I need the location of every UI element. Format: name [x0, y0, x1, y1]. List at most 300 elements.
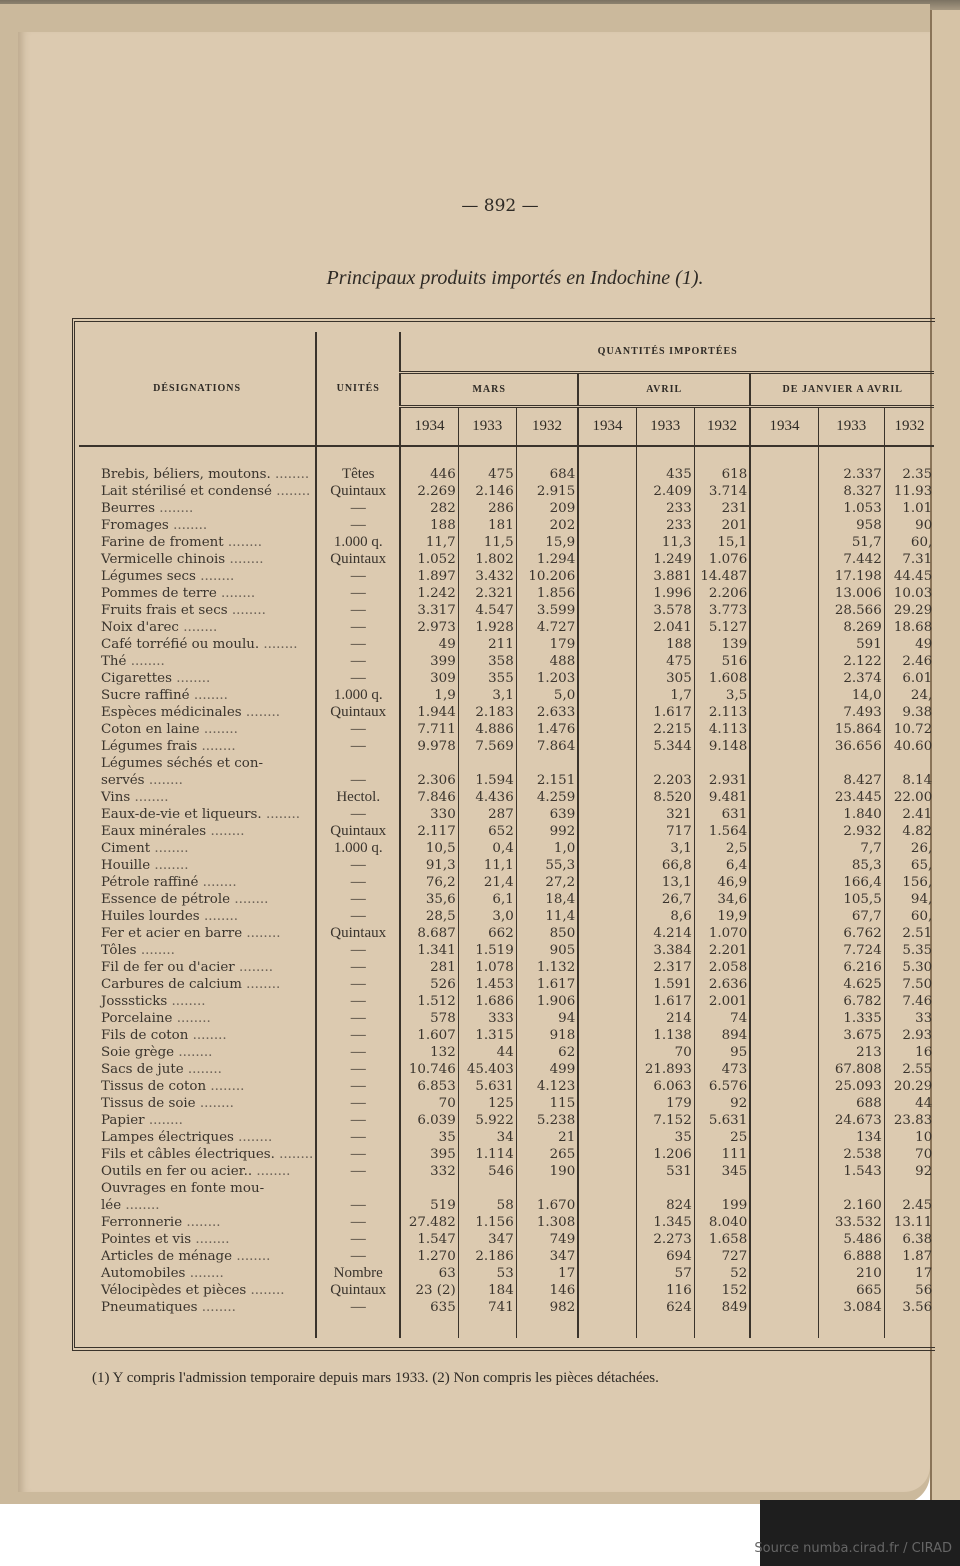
row-unit: — — [316, 602, 400, 619]
row-value-avril — [578, 840, 636, 857]
row-value-janv_avril — [750, 551, 818, 568]
row-value-avril: 727 — [694, 1248, 750, 1265]
row-value-mars: 635 — [400, 1299, 458, 1316]
row-value-mars: 5,0 — [516, 687, 578, 704]
row-designation: Lampes électriques ........ — [101, 1130, 273, 1145]
row-value-avril: 2.041 — [636, 619, 694, 636]
row-designation: Lait stérilisé et condensé ........ — [101, 484, 311, 499]
row-value-mars: 1.341 — [400, 942, 458, 959]
row-value-mars: 1.270 — [400, 1248, 458, 1265]
row-unit: — — [316, 1299, 400, 1316]
row-unit: — — [316, 1129, 400, 1146]
row-value-janv_avril: 14,0 — [818, 687, 884, 704]
header-units: UNITÉS — [316, 332, 400, 446]
row-value-avril — [578, 874, 636, 891]
row-value-avril — [578, 1044, 636, 1061]
row-value-janv_avril — [750, 1197, 818, 1214]
row-designation: Brebis, béliers, moutons. ........ — [101, 467, 310, 482]
row-value-janv_avril: 6.782 — [818, 993, 884, 1010]
row-value-avril — [694, 1180, 750, 1197]
row-value-janv_avril — [750, 483, 818, 500]
row-value-janv_avril: 2.51 — [884, 925, 934, 942]
header-year: 1934 — [400, 406, 458, 446]
row-value-avril: 516 — [694, 653, 750, 670]
row-value-mars: 7.569 — [458, 738, 516, 755]
table-row — [79, 1044, 934, 1061]
row-unit: Quintaux — [316, 925, 400, 942]
table-row — [79, 772, 934, 789]
row-value-avril — [578, 1095, 636, 1112]
row-value-mars: 3.317 — [400, 602, 458, 619]
row-value-janv_avril: 26, — [884, 840, 934, 857]
row-value-mars: 0,4 — [458, 840, 516, 857]
row-value-avril — [578, 925, 636, 942]
row-value-mars: 53 — [458, 1265, 516, 1282]
row-value-janv_avril: 2.160 — [818, 1197, 884, 1214]
row-value-avril — [578, 1282, 636, 1299]
row-value-avril: 3.384 — [636, 942, 694, 959]
row-value-mars: 2.117 — [400, 823, 458, 840]
row-value-avril: 1.345 — [636, 1214, 694, 1231]
row-value-avril — [578, 1146, 636, 1163]
row-value-avril: 233 — [636, 500, 694, 517]
row-unit: — — [316, 857, 400, 874]
row-value-janv_avril — [750, 823, 818, 840]
row-value-janv_avril — [750, 976, 818, 993]
row-designation: Cigarettes ........ — [101, 671, 211, 686]
row-value-janv_avril: 688 — [818, 1095, 884, 1112]
row-value-janv_avril: 7.31 — [884, 551, 934, 568]
row-value-janv_avril — [750, 1163, 818, 1180]
row-value-janv_avril — [750, 636, 818, 653]
row-value-mars: 2.306 — [400, 772, 458, 789]
row-value-avril: 694 — [636, 1248, 694, 1265]
table-row — [79, 534, 934, 551]
table-row — [79, 925, 934, 942]
row-value-mars: 7.711 — [400, 721, 458, 738]
row-value-avril: 14.487 — [694, 568, 750, 585]
table-row — [79, 517, 934, 534]
row-value-avril: 531 — [636, 1163, 694, 1180]
row-value-mars: 10.746 — [400, 1061, 458, 1078]
row-unit: — — [316, 942, 400, 959]
row-value-avril: 894 — [694, 1027, 750, 1044]
row-value-janv_avril — [750, 1061, 818, 1078]
row-value-avril: 9.148 — [694, 738, 750, 755]
row-value-mars: 10,5 — [400, 840, 458, 857]
row-value-janv_avril: 8.14 — [884, 772, 934, 789]
row-value-mars: 132 — [400, 1044, 458, 1061]
row-value-mars: 7.846 — [400, 789, 458, 806]
row-value-janv_avril: 213 — [818, 1044, 884, 1061]
row-value-janv_avril: 5.30 — [884, 959, 934, 976]
row-unit: — — [316, 1078, 400, 1095]
row-designation: Légumes frais ........ — [101, 739, 236, 754]
row-value-avril: 66,8 — [636, 857, 694, 874]
row-designation: Soie grège ........ — [101, 1045, 213, 1060]
row-designation: Carbures de calcium ........ — [101, 977, 281, 992]
row-value-mars: 4.547 — [458, 602, 516, 619]
row-value-janv_avril: 2.41 — [884, 806, 934, 823]
row-value-mars: 1.944 — [400, 704, 458, 721]
row-value-avril: 15,1 — [694, 534, 750, 551]
row-value-janv_avril: 56 — [884, 1282, 934, 1299]
row-value-mars: 1.132 — [516, 959, 578, 976]
row-value-mars: 15,9 — [516, 534, 578, 551]
row-value-janv_avril: 10 — [884, 1129, 934, 1146]
row-value-avril — [578, 670, 636, 687]
row-unit: — — [316, 976, 400, 993]
row-value-avril — [578, 568, 636, 585]
row-value-mars: 23 (2) — [400, 1282, 458, 1299]
row-value-janv_avril: 2.55 — [884, 1061, 934, 1078]
row-value-mars: 282 — [400, 500, 458, 517]
row-unit: Quintaux — [316, 551, 400, 568]
background-shadow — [760, 1500, 960, 1566]
row-value-avril — [578, 1197, 636, 1214]
table-row — [79, 1231, 934, 1248]
row-value-mars: 639 — [516, 806, 578, 823]
table-row — [79, 551, 934, 568]
row-value-avril: 2.206 — [694, 585, 750, 602]
imports-table-frame — [72, 318, 935, 1351]
row-designation: Automobiles ........ — [101, 1266, 224, 1281]
row-unit: — — [316, 517, 400, 534]
row-designation: Fils et câbles électriques. ........ — [101, 1147, 314, 1162]
row-designation: Papier ........ — [101, 1113, 183, 1128]
row-value-mars: 9.978 — [400, 738, 458, 755]
row-designation: Huiles lourdes ........ — [101, 909, 238, 924]
table-row — [79, 806, 934, 823]
row-value-mars: 190 — [516, 1163, 578, 1180]
row-value-avril: 3,1 — [636, 840, 694, 857]
row-value-janv_avril: 15.864 — [818, 721, 884, 738]
row-value-mars: 3.599 — [516, 602, 578, 619]
row-designation: Pneumatiques ........ — [101, 1300, 236, 1315]
row-value-mars: 11,7 — [400, 534, 458, 551]
table-row — [79, 568, 934, 585]
table-row — [79, 942, 934, 959]
row-unit: Hectol. — [316, 789, 400, 806]
table-row — [79, 1078, 934, 1095]
table-row — [79, 500, 934, 517]
row-value-janv_avril: 2.45 — [884, 1197, 934, 1214]
row-value-janv_avril: 591 — [818, 636, 884, 653]
table-row — [79, 602, 934, 619]
header-year: 1933 — [818, 406, 884, 446]
row-value-avril — [578, 517, 636, 534]
row-designation: Tissus de coton ........ — [101, 1079, 245, 1094]
row-value-avril: 21.893 — [636, 1061, 694, 1078]
row-value-avril: 3.773 — [694, 602, 750, 619]
row-value-mars: 358 — [458, 653, 516, 670]
row-value-avril: 74 — [694, 1010, 750, 1027]
row-value-janv_avril — [750, 959, 818, 976]
table-row — [79, 1248, 934, 1265]
row-value-janv_avril: 1.543 — [818, 1163, 884, 1180]
row-value-janv_avril: 17.198 — [818, 568, 884, 585]
row-value-mars: 330 — [400, 806, 458, 823]
row-unit: — — [316, 1044, 400, 1061]
table-row — [79, 483, 934, 500]
row-designation: Eaux-de-vie et liqueurs. ........ — [101, 807, 301, 822]
row-value-avril: 2.058 — [694, 959, 750, 976]
row-value-mars: 1.294 — [516, 551, 578, 568]
row-value-mars: 652 — [458, 823, 516, 840]
row-unit: Quintaux — [316, 823, 400, 840]
row-value-janv_avril: 13.006 — [818, 585, 884, 602]
row-value-avril — [578, 1078, 636, 1095]
row-value-avril: 2,5 — [694, 840, 750, 857]
row-value-mars: 850 — [516, 925, 578, 942]
row-designation: Vins ........ — [101, 790, 169, 805]
row-designation: Pétrole raffiné ........ — [101, 875, 237, 890]
row-value-avril: 11,3 — [636, 534, 694, 551]
row-value-janv_avril: 105,5 — [818, 891, 884, 908]
row-value-avril — [578, 653, 636, 670]
row-value-janv_avril: 8.327 — [818, 483, 884, 500]
row-unit: — — [316, 1248, 400, 1265]
row-value-avril: 111 — [694, 1146, 750, 1163]
row-value-janv_avril: 4.82 — [884, 823, 934, 840]
row-value-janv_avril — [750, 619, 818, 636]
row-value-avril: 849 — [694, 1299, 750, 1316]
row-value-janv_avril: 10.03 — [884, 585, 934, 602]
row-value-janv_avril — [884, 1180, 934, 1197]
row-value-avril: 1.070 — [694, 925, 750, 942]
row-value-avril: 624 — [636, 1299, 694, 1316]
row-value-mars: 488 — [516, 653, 578, 670]
row-designation: Fruits frais et secs ........ — [101, 603, 266, 618]
row-value-avril — [578, 1010, 636, 1027]
row-designation: lée ........ — [101, 1198, 160, 1213]
header-year: 1934 — [578, 406, 636, 446]
row-value-janv_avril — [750, 840, 818, 857]
row-unit: — — [316, 500, 400, 517]
table-row — [79, 823, 934, 840]
row-unit: — — [316, 653, 400, 670]
row-value-mars: 3,0 — [458, 908, 516, 925]
row-value-janv_avril — [750, 1265, 818, 1282]
row-value-avril: 34,6 — [694, 891, 750, 908]
row-value-avril — [578, 619, 636, 636]
row-value-mars: 281 — [400, 959, 458, 976]
row-value-mars: 5.631 — [458, 1078, 516, 1095]
row-value-janv_avril: 1.053 — [818, 500, 884, 517]
row-value-avril — [578, 1231, 636, 1248]
row-value-janv_avril — [750, 755, 818, 772]
row-value-mars: 446 — [400, 466, 458, 483]
row-unit: — — [316, 1010, 400, 1027]
row-value-avril — [578, 1163, 636, 1180]
row-value-mars: 49 — [400, 636, 458, 653]
row-value-janv_avril: 7,7 — [818, 840, 884, 857]
row-value-janv_avril — [750, 1282, 818, 1299]
row-value-mars — [458, 755, 516, 772]
row-value-avril: 70 — [636, 1044, 694, 1061]
row-designation: Pommes de terre ........ — [101, 586, 256, 601]
row-unit: — — [316, 1214, 400, 1231]
row-value-mars: 28,5 — [400, 908, 458, 925]
row-value-mars: 1.686 — [458, 993, 516, 1010]
row-value-janv_avril — [750, 1299, 818, 1316]
row-value-janv_avril: 7.46 — [884, 993, 934, 1010]
row-value-avril: 1.206 — [636, 1146, 694, 1163]
row-value-mars: 6,1 — [458, 891, 516, 908]
row-value-avril: 7.152 — [636, 1112, 694, 1129]
row-value-mars: 499 — [516, 1061, 578, 1078]
row-value-mars: 982 — [516, 1299, 578, 1316]
row-designation: Noix d'arec ........ — [101, 620, 218, 635]
row-value-janv_avril: 3.084 — [818, 1299, 884, 1316]
row-value-avril: 345 — [694, 1163, 750, 1180]
row-designation: Ferronnerie ........ — [101, 1215, 221, 1230]
row-value-avril — [578, 1299, 636, 1316]
row-value-mars: 2.321 — [458, 585, 516, 602]
row-value-mars: 115 — [516, 1095, 578, 1112]
row-value-janv_avril: 16 — [884, 1044, 934, 1061]
row-value-avril — [578, 704, 636, 721]
row-value-janv_avril: 6.38 — [884, 1231, 934, 1248]
row-unit: — — [316, 1163, 400, 1180]
row-value-avril: 139 — [694, 636, 750, 653]
row-value-mars: 202 — [516, 517, 578, 534]
row-unit: — — [316, 1061, 400, 1078]
table-row — [79, 1095, 934, 1112]
row-value-mars: 1.519 — [458, 942, 516, 959]
row-value-janv_avril — [750, 1010, 818, 1027]
row-value-mars: 27.482 — [400, 1214, 458, 1231]
row-value-avril — [578, 806, 636, 823]
table-row — [79, 789, 934, 806]
table-row — [79, 1146, 934, 1163]
row-value-mars: 4.259 — [516, 789, 578, 806]
row-value-avril — [578, 1112, 636, 1129]
row-value-janv_avril: 10.72 — [884, 721, 934, 738]
row-value-mars: 1,9 — [400, 687, 458, 704]
row-value-avril — [578, 1061, 636, 1078]
row-value-mars: 2.183 — [458, 704, 516, 721]
row-value-janv_avril: 134 — [818, 1129, 884, 1146]
table-row — [79, 1112, 934, 1129]
row-designation: Vélocipèdes et pièces ........ — [101, 1283, 285, 1298]
row-value-mars: 125 — [458, 1095, 516, 1112]
row-value-avril — [578, 891, 636, 908]
row-value-janv_avril — [750, 993, 818, 1010]
row-unit: — — [316, 585, 400, 602]
row-value-mars: 10.206 — [516, 568, 578, 585]
row-value-janv_avril: 23.445 — [818, 789, 884, 806]
table-row — [79, 1027, 934, 1044]
row-value-avril: 8,6 — [636, 908, 694, 925]
row-value-avril — [578, 602, 636, 619]
row-value-avril — [578, 721, 636, 738]
row-value-janv_avril — [750, 500, 818, 517]
row-value-mars: 3.432 — [458, 568, 516, 585]
row-value-janv_avril — [750, 1180, 818, 1197]
row-value-avril: 95 — [694, 1044, 750, 1061]
row-value-mars: 209 — [516, 500, 578, 517]
row-value-mars: 1.906 — [516, 993, 578, 1010]
table-row — [79, 687, 934, 704]
row-value-mars: 526 — [400, 976, 458, 993]
row-value-janv_avril: 85,3 — [818, 857, 884, 874]
row-unit: Quintaux — [316, 704, 400, 721]
row-value-avril: 5.127 — [694, 619, 750, 636]
row-value-mars: 62 — [516, 1044, 578, 1061]
row-unit: — — [316, 1197, 400, 1214]
row-value-avril: 1.076 — [694, 551, 750, 568]
row-designation: Pointes et vis ........ — [101, 1232, 230, 1247]
table-row — [79, 636, 934, 653]
row-designation: Vermicelle chinois ........ — [101, 552, 264, 567]
table-row — [79, 653, 934, 670]
row-designation: Légumes secs ........ — [101, 569, 235, 584]
table-row — [79, 670, 934, 687]
row-designation: Sucre raffiné ........ — [101, 688, 228, 703]
row-value-janv_avril — [750, 602, 818, 619]
row-designation: Eaux minérales ........ — [101, 824, 245, 839]
row-value-janv_avril: 67,7 — [818, 908, 884, 925]
row-value-mars: 17 — [516, 1265, 578, 1282]
row-value-mars: 1.670 — [516, 1197, 578, 1214]
row-value-avril: 92 — [694, 1095, 750, 1112]
header-year: 1933 — [636, 406, 694, 446]
row-value-mars: 179 — [516, 636, 578, 653]
row-value-avril — [578, 942, 636, 959]
table-row — [79, 585, 934, 602]
row-designation: Ouvrages en fonte mou- — [101, 1181, 265, 1196]
row-value-avril: 2.273 — [636, 1231, 694, 1248]
row-value-janv_avril — [750, 1112, 818, 1129]
table-row — [79, 959, 934, 976]
table-row — [79, 1163, 934, 1180]
row-value-janv_avril: 2.93 — [884, 1027, 934, 1044]
row-value-avril: 2.203 — [636, 772, 694, 789]
table-row — [79, 993, 934, 1010]
row-value-mars: 355 — [458, 670, 516, 687]
row-value-avril: 3.881 — [636, 568, 694, 585]
row-designation: Fil de fer ou d'acier ........ — [101, 960, 274, 975]
row-value-mars: 1.308 — [516, 1214, 578, 1231]
row-value-janv_avril — [750, 1214, 818, 1231]
row-value-avril: 2.931 — [694, 772, 750, 789]
row-value-mars: 347 — [516, 1248, 578, 1265]
row-value-mars: 5.922 — [458, 1112, 516, 1129]
row-value-avril: 1.138 — [636, 1027, 694, 1044]
row-value-mars: 4.123 — [516, 1078, 578, 1095]
row-value-mars: 1.078 — [458, 959, 516, 976]
row-value-avril — [578, 1027, 636, 1044]
row-value-mars: 188 — [400, 517, 458, 534]
header-group-janvier-avril: DE JANVIER A AVRIL — [750, 372, 934, 406]
row-value-mars: 905 — [516, 942, 578, 959]
row-value-mars: 286 — [458, 500, 516, 517]
row-value-avril — [578, 738, 636, 755]
row-value-janv_avril: 5.486 — [818, 1231, 884, 1248]
row-value-janv_avril — [750, 517, 818, 534]
header-group-avril: AVRIL — [578, 372, 750, 406]
row-designation: Espèces médicinales ........ — [101, 705, 280, 720]
row-unit: Quintaux — [316, 483, 400, 500]
row-value-mars: 2.633 — [516, 704, 578, 721]
row-value-janv_avril: 40.60 — [884, 738, 934, 755]
row-value-janv_avril: 67.808 — [818, 1061, 884, 1078]
row-value-mars: 70 — [400, 1095, 458, 1112]
row-value-avril — [578, 585, 636, 602]
row-value-janv_avril — [750, 721, 818, 738]
row-unit: 1.000 q. — [316, 534, 400, 551]
